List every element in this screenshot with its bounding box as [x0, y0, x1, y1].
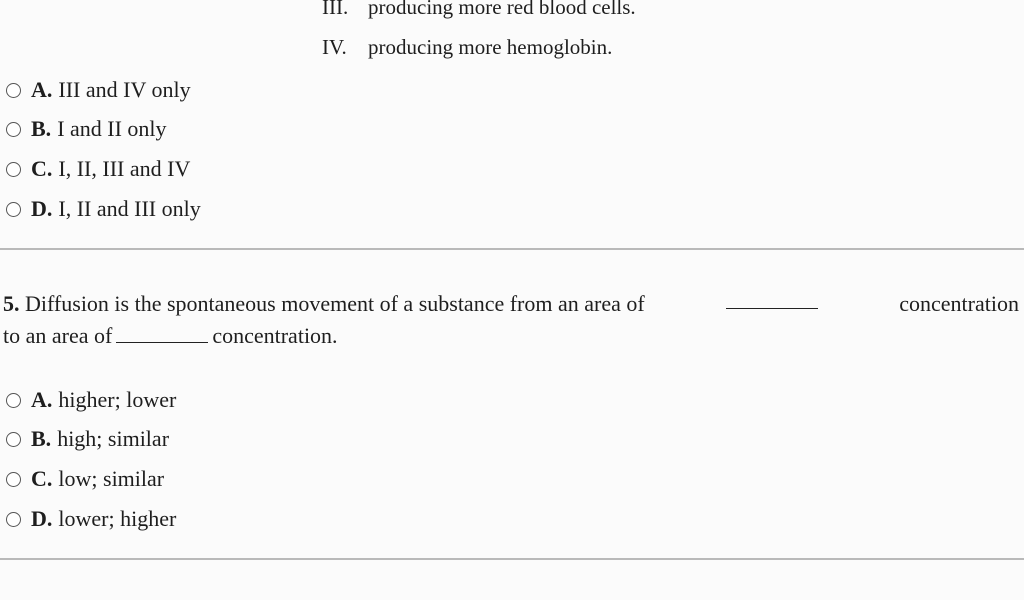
- option-text: I, II, III and IV: [58, 156, 191, 181]
- q4-option-d[interactable]: [6, 196, 201, 222]
- question-number: 5.: [3, 291, 20, 316]
- option-text: lower; higher: [58, 506, 177, 531]
- question-line-2: [3, 320, 1019, 352]
- option-text: I and II only: [57, 116, 167, 141]
- question-text-part: concentration: [899, 291, 1019, 316]
- radio-button[interactable]: [6, 472, 21, 487]
- q5-option-c[interactable]: [6, 466, 164, 492]
- radio-button[interactable]: [6, 162, 21, 177]
- answer-blank: [726, 288, 818, 309]
- option-text: low; similar: [58, 466, 165, 491]
- q5-option-b[interactable]: [6, 426, 169, 452]
- option-letter: B.: [31, 426, 52, 451]
- radio-button[interactable]: [6, 393, 21, 408]
- answer-blank: [116, 322, 208, 343]
- question-5-text: [3, 288, 1019, 352]
- q4-option-b[interactable]: [6, 116, 167, 142]
- option-text: I, II and III only: [58, 196, 201, 221]
- q4-option-a[interactable]: [6, 77, 191, 103]
- option-letter: C.: [31, 156, 53, 181]
- question-text-part: Diffusion is the spontaneous movement of a substance from an area of: [25, 291, 645, 316]
- radio-button[interactable]: [6, 83, 21, 98]
- question-text-part: to an area of: [3, 323, 113, 348]
- option-letter: B.: [31, 116, 52, 141]
- q5-option-d[interactable]: [6, 506, 176, 532]
- question-text-part: concentration.: [212, 323, 338, 348]
- roman-numeral: III.: [322, 0, 349, 19]
- roman-text: producing more red blood cells.: [368, 0, 636, 19]
- option-letter: D.: [31, 196, 53, 221]
- option-text: higher; lower: [58, 387, 177, 412]
- q4-option-c[interactable]: [6, 156, 190, 182]
- radio-button[interactable]: [6, 432, 21, 447]
- question-divider: [0, 558, 1024, 560]
- roman-item-iv: [322, 35, 612, 59]
- q5-option-a[interactable]: [6, 387, 176, 413]
- roman-text: producing more hemoglobin.: [368, 35, 613, 59]
- radio-button[interactable]: [6, 202, 21, 217]
- option-text: III and IV only: [58, 77, 191, 102]
- roman-item-iii: [322, 0, 636, 19]
- option-letter: D.: [31, 506, 53, 531]
- option-letter: C.: [31, 466, 53, 491]
- question-line-1: [3, 288, 1019, 320]
- radio-button[interactable]: [6, 122, 21, 137]
- question-divider: [0, 248, 1024, 250]
- option-text: high; similar: [57, 426, 170, 451]
- option-letter: A.: [31, 387, 53, 412]
- roman-numeral: IV.: [322, 35, 347, 59]
- radio-button[interactable]: [6, 512, 21, 527]
- option-letter: A.: [31, 77, 53, 102]
